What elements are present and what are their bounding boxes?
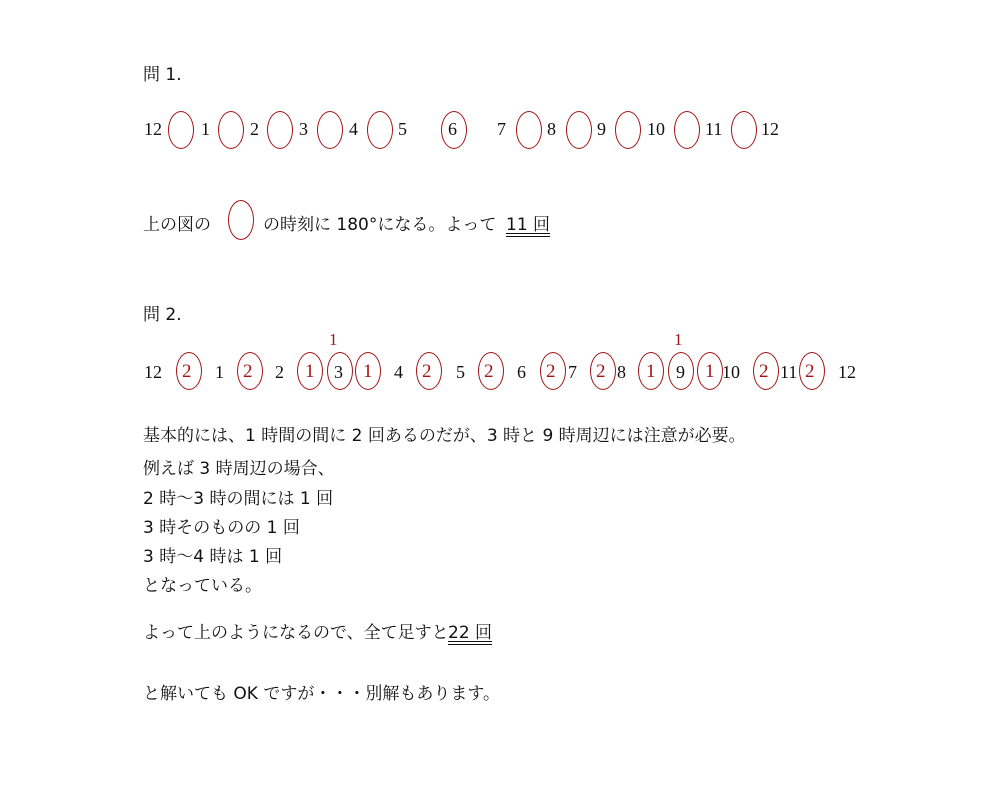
q1-hour: 9 [597,119,606,139]
q1-hour: 11 [705,119,723,139]
legend-oval [228,200,254,240]
q2-hour: 4 [394,362,403,382]
q2-hour: 10 [722,362,740,382]
q2-count: 1 [705,361,715,382]
q1-oval [367,111,393,149]
q2-line: 3 時～4 時は 1 回 [143,547,283,567]
q1-hour: 3 [299,119,308,139]
q2-hour: 9 [676,362,685,382]
q1-oval [218,111,244,149]
q2-count: 2 [596,361,606,382]
q1-hour: 7 [497,119,506,139]
q2-hour: 5 [456,362,465,382]
q1-sentence-after: の時刻に 180°になる。よって [263,215,497,235]
q1-hour: 12 [144,119,162,139]
q1-hour: 12 [761,119,779,139]
q2-count: 2 [759,361,769,382]
q1-oval [566,111,592,149]
q2-line: となっている。 [143,576,262,596]
footer-note: と解いても OK ですが・・・別解もあります。 [143,684,500,704]
q2-hour: 12 [838,362,856,382]
q1-oval [267,111,293,149]
q2-line: 2 時～3 時の間には 1 回 [143,489,334,509]
q2-hour: 7 [568,362,577,382]
q1-hour: 10 [647,119,665,139]
q1-heading: 問 1. [143,65,182,85]
q1-hour: 1 [201,119,210,139]
q2-count: 1 [305,361,315,382]
q2-count: 1 [363,361,373,382]
q1-answer: 11 回 [506,215,551,235]
q2-line: 基本的には、1 時間の間に 2 回あるのだが、3 時と 9 時周辺には注意が必要。 [143,426,746,446]
q2-hour: 8 [617,362,626,382]
q1-hour: 2 [250,119,259,139]
q1-oval [441,111,467,149]
q1-oval [516,111,542,149]
q1-oval [615,111,641,149]
q2-hour: 12 [144,362,162,382]
q2-count: 2 [422,361,432,382]
q2-count-oval [668,352,694,390]
q1-oval [317,111,343,149]
q2-count-oval [327,352,353,390]
q2-hour: 3 [334,362,343,382]
q1-oval [731,111,757,149]
q1-hour: 4 [349,119,358,139]
q2-mark-above: 1 [674,330,683,349]
q1-hour: 8 [547,119,556,139]
q1-oval [674,111,700,149]
q1-oval [168,111,194,149]
q2-count: 2 [546,361,556,382]
q1-hour: 5 [398,119,407,139]
q2-heading: 問 2. [143,305,182,325]
q2-count: 2 [805,361,815,382]
q2-count: 2 [243,361,253,382]
q2-count: 1 [646,361,656,382]
q2-line: 例えば 3 時周辺の場合、 [143,459,335,479]
q2-conclusion-text: よって上のようになるので、全て足すと [143,623,449,643]
q2-hour: 6 [517,362,526,382]
q2-hour: 1 [215,362,224,382]
q2-count: 2 [484,361,494,382]
q2-line: 3 時そのものの 1 回 [143,518,300,538]
q2-count: 2 [182,361,192,382]
q2-hour: 11 [780,362,798,382]
q2-answer: 22 回 [448,623,493,643]
q1-sentence-before: 上の図の [143,215,211,235]
q2-hour: 2 [275,362,284,382]
q2-mark-above: 1 [329,330,338,349]
q1-hour: 6 [448,119,457,139]
